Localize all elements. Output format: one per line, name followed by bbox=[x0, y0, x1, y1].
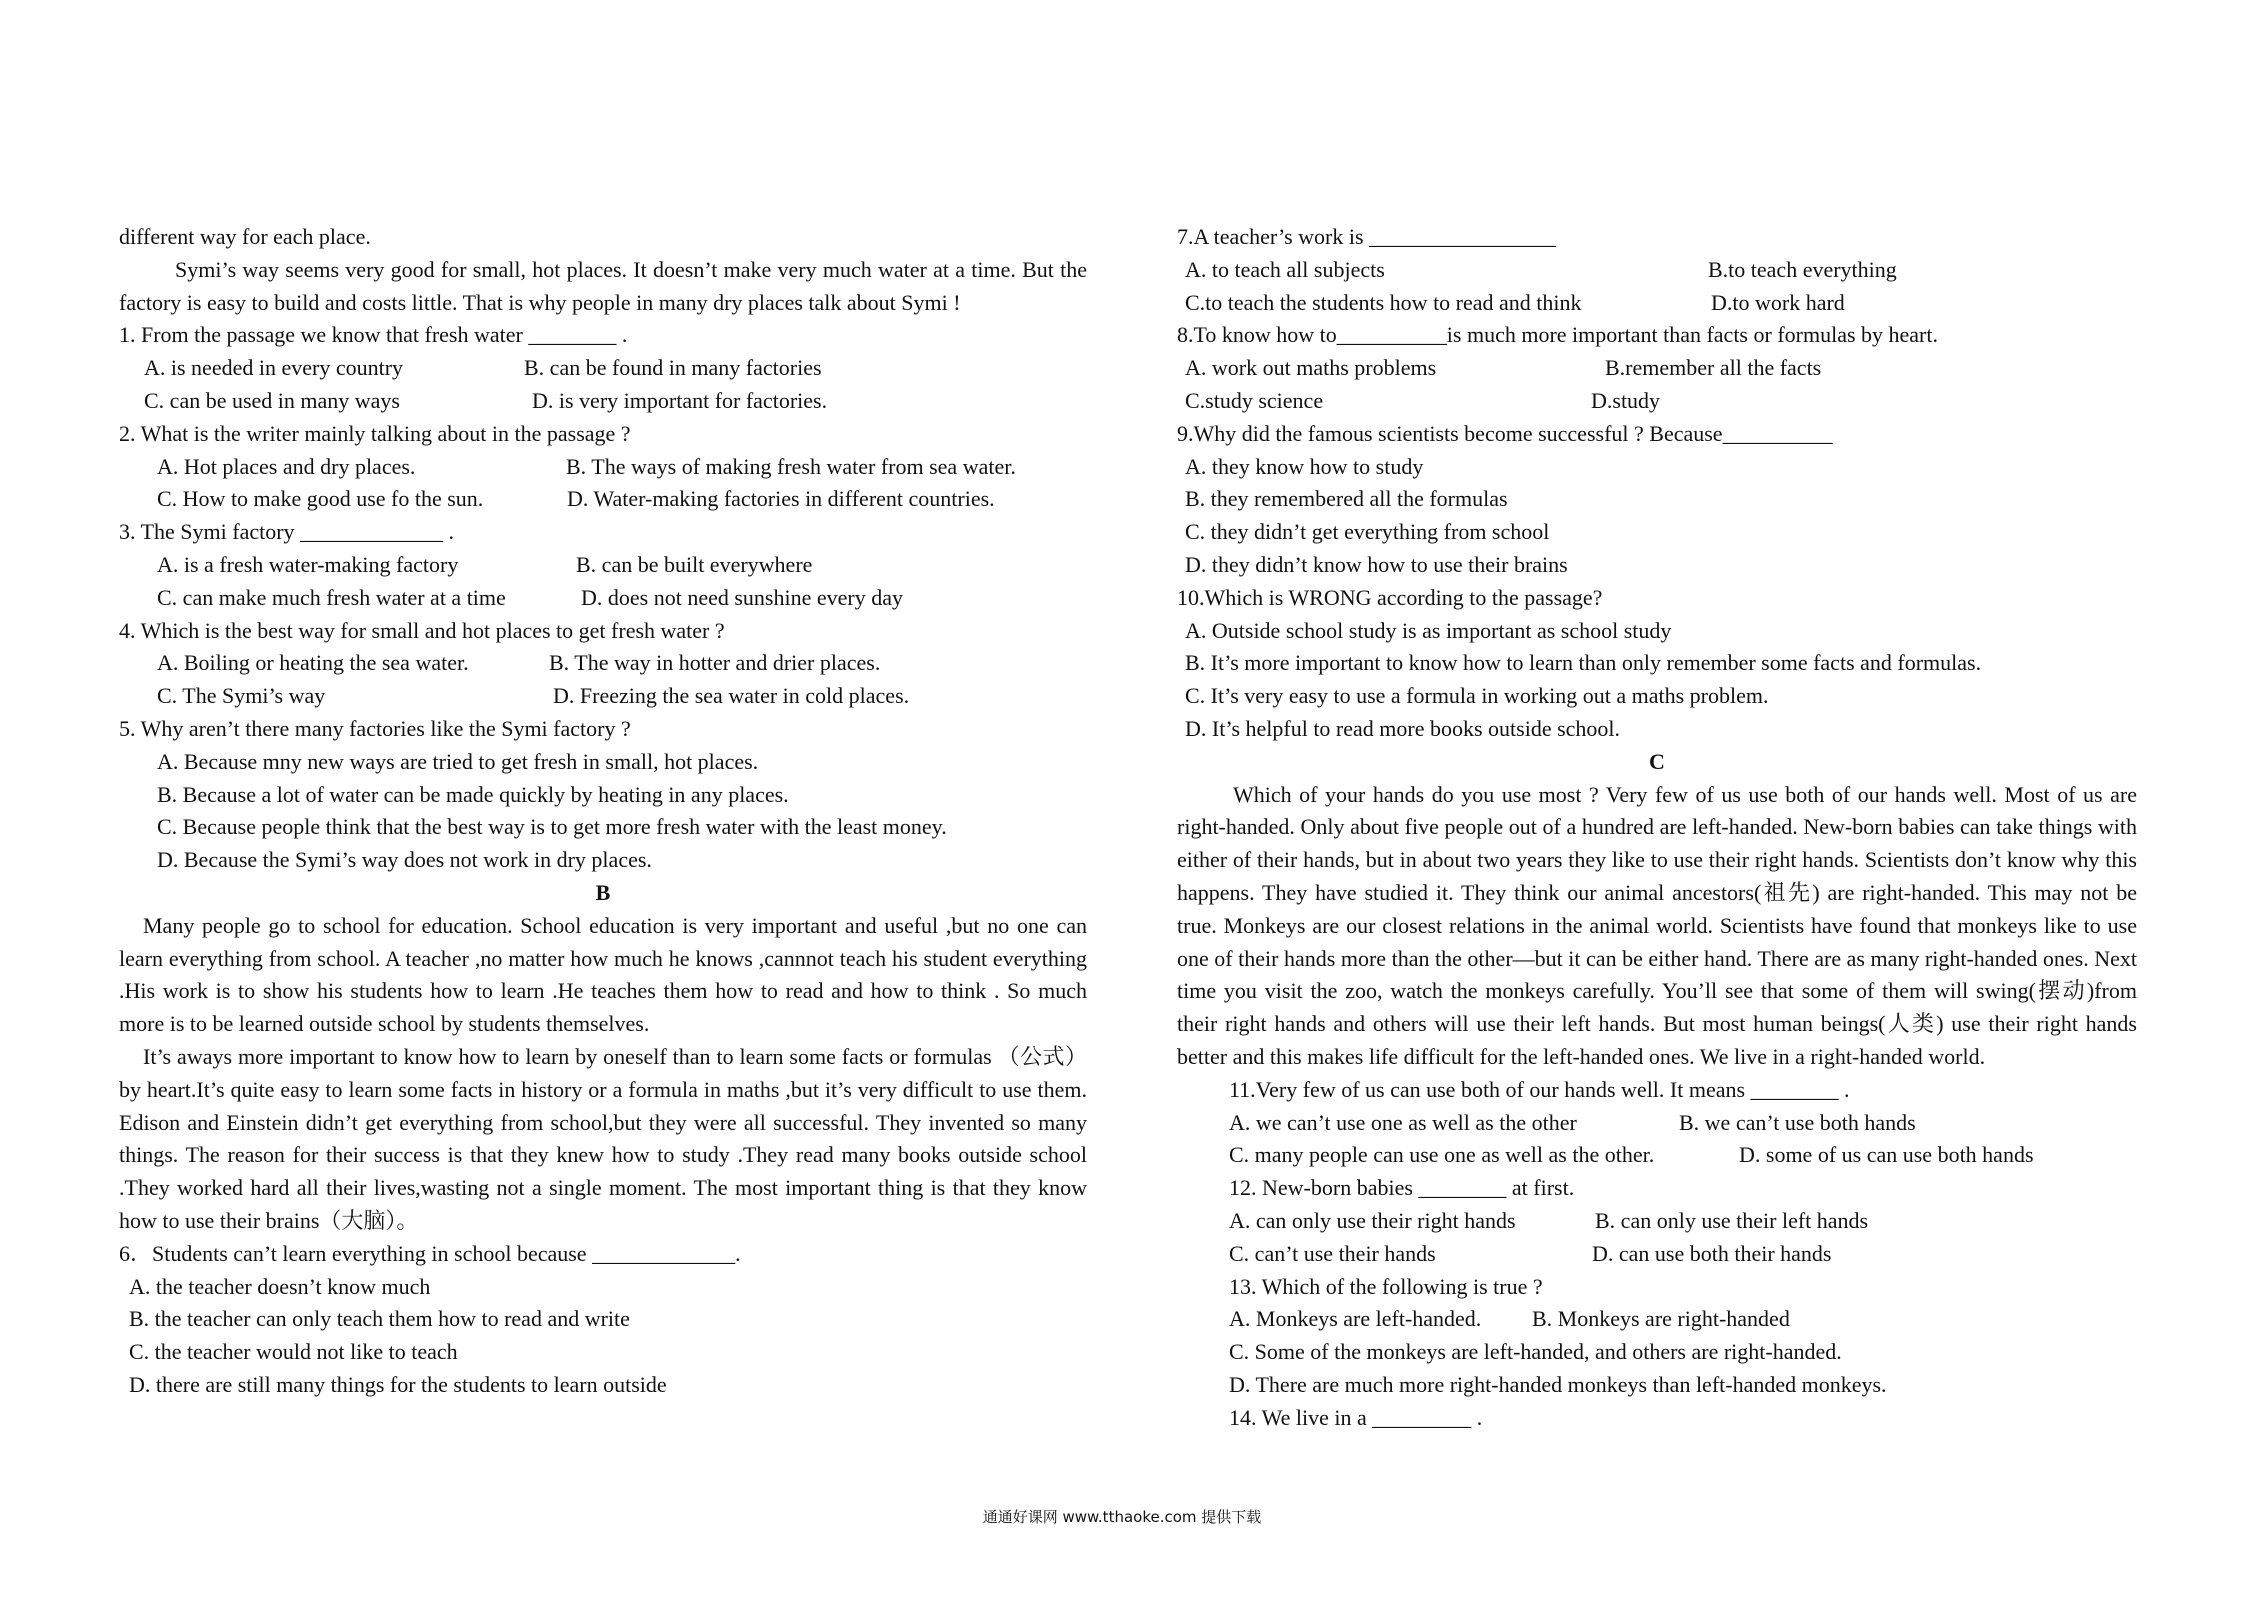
option-b: B. can be built everywhere bbox=[576, 551, 813, 577]
question-3-options-row1 bbox=[119, 549, 1087, 582]
option-d: D. Freezing the sea water in cold places. bbox=[553, 683, 910, 709]
option-a: A. to teach all subjects bbox=[1185, 256, 1385, 282]
option-b: B. It’s more important to know how to learn than only remember some facts and formulas. bbox=[1185, 650, 1982, 676]
option-c: C.to teach the students how to read and think bbox=[1185, 289, 1582, 315]
option-a: A. the teacher doesn’t know much bbox=[129, 1273, 431, 1299]
option-d: D. Water-making factories in different countries. bbox=[567, 486, 995, 512]
option-c: C. The Symi’s way bbox=[157, 683, 326, 709]
question-7-options-row1 bbox=[1177, 254, 2137, 287]
footer-watermark: 通通好课网 www.tthaoke.com 提供下载 bbox=[982, 1508, 1262, 1526]
passage-c-paragraph: Which of your hands do you use most ? Very few of us use both of our hands well. Most of us are right-handed. Only about five people out of a hundred are left-handed. New-born babies can take things with either of their hands, but in about two years they like to use their right hands. Scientists don’t know why this happens. They have studied it. They think our animal ancestors(祖先) are right-handed. This may not be true. Monkeys are our closest relations in the animal world. Scientists have found that monkeys like to use one of their hands more than the other—but it can be either hand. There are as many right-handed ones. Next time you visit the zoo, watch the monkeys carefully. You’ll see that some of them will swing(摆动)from their right hands and others will use their left hands. But most human beings(人类) use their right hands better and this makes life difficult for the left-handed ones. We live in a right-handed world. bbox=[1177, 781, 2137, 1069]
question-13: 13. Which of the following is true ? bbox=[1229, 1273, 1543, 1299]
question-5: 5. Why aren’t there many factories like the Symi factory ? bbox=[119, 715, 631, 741]
question-11-options-row2 bbox=[1177, 1139, 2137, 1172]
question-8: 8.To know how to__________is much more important than facts or formulas by heart. bbox=[1177, 322, 1938, 348]
option-c: C. many people can use one as well as the other. bbox=[1229, 1142, 1655, 1168]
right-column bbox=[1177, 221, 2137, 1434]
option-d: D. can use both their hands bbox=[1592, 1240, 1832, 1266]
continuation-line: different way for each place. bbox=[119, 224, 371, 249]
option-b: B.to teach everything bbox=[1708, 256, 1897, 282]
option-b: B. The way in hotter and drier places. bbox=[549, 650, 881, 676]
option-b: B. they remembered all the formulas bbox=[1185, 486, 1508, 512]
option-b: B. can only use their left hands bbox=[1595, 1207, 1869, 1233]
option-b: B. Because a lot of water can be made quickly by heating in any places. bbox=[157, 781, 789, 807]
option-a: A. Outside school study is as important as school study bbox=[1185, 617, 1672, 643]
option-c: C. It’s very easy to use a formula in working out a maths problem. bbox=[1185, 683, 1769, 709]
option-a: A. they know how to study bbox=[1185, 453, 1424, 479]
question-9: 9.Why did the famous scientists become successful ? Because__________ bbox=[1177, 420, 1833, 446]
question-14: 14. We live in a _________ . bbox=[1229, 1404, 1483, 1430]
option-d: D.to work hard bbox=[1711, 289, 1845, 315]
section-c-heading: C bbox=[1649, 748, 1665, 774]
option-c: C. can make much fresh water at a time bbox=[157, 584, 506, 610]
question-1-options-row1 bbox=[119, 352, 1087, 385]
option-c: C. can’t use their hands bbox=[1229, 1240, 1436, 1266]
option-d: D. It’s helpful to read more books outside school. bbox=[1185, 715, 1621, 741]
option-a: A. can only use their right hands bbox=[1229, 1207, 1516, 1233]
question-12-options-row1 bbox=[1177, 1205, 2137, 1238]
option-b: B. Monkeys are right-handed bbox=[1532, 1306, 1790, 1332]
passage-b-paragraph-2: It’s aways more important to know how to learn by oneself than to learn some facts or formulas （公式）by heart.It’s quite easy to learn some facts in history or a formula in maths ,but it’s very difficult to use them. Edison and Einstein didn’t get everything from school,but they were all successful. They invented so many things. The reason for their success is that they knew how to study .They read many books outside school .They worked hard all their lives,wasting not a single moment. The most important thing is that they know how to use their brains（大脑）。 bbox=[119, 1043, 1087, 1233]
left-column bbox=[119, 221, 1087, 1402]
question-11-options-row1 bbox=[1177, 1107, 2137, 1140]
option-d: D.study bbox=[1591, 387, 1661, 413]
option-a: A. is needed in every country bbox=[144, 355, 404, 381]
question-2-options-row1 bbox=[119, 451, 1087, 484]
option-d: D. is very important for factories. bbox=[532, 387, 828, 413]
question-10: 10.Which is WRONG according to the passage? bbox=[1177, 584, 1603, 610]
question-12: 12. New-born babies ________ at first. bbox=[1229, 1175, 1575, 1201]
option-c: C. they didn’t get everything from school bbox=[1185, 519, 1550, 545]
section-b-heading: B bbox=[595, 879, 611, 905]
option-a: A. Monkeys are left-handed. bbox=[1229, 1306, 1482, 1332]
question-3-options-row2 bbox=[119, 582, 1087, 615]
option-d: D. they didn’t know how to use their brains bbox=[1185, 551, 1568, 577]
question-4-options-row1 bbox=[119, 647, 1087, 680]
option-d: D. There are much more right-handed monkeys than left-handed monkeys. bbox=[1229, 1371, 1887, 1397]
question-2: 2. What is the writer mainly talking about in the passage ? bbox=[119, 420, 631, 446]
question-1: 1. From the passage we know that fresh water ________ . bbox=[119, 322, 628, 348]
option-a: A. we can’t use one as well as the other bbox=[1229, 1109, 1577, 1135]
question-12-options-row2 bbox=[1177, 1238, 2137, 1271]
option-d: D. some of us can use both hands bbox=[1739, 1142, 2034, 1168]
option-c: C.study science bbox=[1185, 387, 1324, 413]
question-4-options-row2 bbox=[119, 680, 1087, 713]
option-a: A. Hot places and dry places. bbox=[157, 453, 416, 479]
question-1-options-row2 bbox=[119, 385, 1087, 418]
option-b: B. we can’t use both hands bbox=[1679, 1109, 1916, 1135]
question-7: 7.A teacher’s work is _________________ bbox=[1177, 224, 1557, 249]
question-4: 4. Which is the best way for small and hot places to get fresh water ? bbox=[119, 617, 725, 643]
question-8-options-row1 bbox=[1177, 352, 2137, 385]
question-7-options-row2 bbox=[1177, 287, 2137, 320]
option-a: A. Because mny new ways are tried to get fresh in small, hot places. bbox=[157, 748, 759, 774]
option-d: D. there are still many things for the students to learn outside bbox=[129, 1371, 667, 1397]
option-c: C. Because people think that the best way is to get more fresh water with the least money. bbox=[157, 814, 947, 840]
passage-b-paragraph-1: Many people go to school for education. School education is very important and useful ,but no one can learn everything from school. A teacher ,no matter how much he knows ,cannnot teach his student everything .His work is to show his students how to learn .He teaches them how to read and how to think . So much more is to be learned outside school by students themselves. bbox=[119, 912, 1087, 1037]
question-3: 3. The Symi factory _____________ . bbox=[119, 519, 455, 545]
question-13-options-row1 bbox=[1177, 1303, 2137, 1336]
option-a: A. Boiling or heating the sea water. bbox=[157, 650, 469, 676]
option-a: A. is a fresh water-making factory bbox=[157, 551, 459, 577]
question-11: 11.Very few of us can use both of our hands well. It means ________ . bbox=[1229, 1076, 1850, 1102]
question-6: 6．Students can’t learn everything in school because _____________. bbox=[119, 1240, 741, 1266]
question-2-options-row2 bbox=[119, 483, 1087, 516]
option-b: B. The ways of making fresh water from sea water. bbox=[566, 453, 1016, 479]
option-b: B. the teacher can only teach them how to read and write bbox=[129, 1306, 630, 1332]
option-c: C. Some of the monkeys are left-handed, and others are right-handed. bbox=[1229, 1339, 1842, 1365]
option-d: D. does not need sunshine every day bbox=[581, 584, 903, 610]
option-c: C. How to make good use fo the sun. bbox=[157, 486, 484, 512]
option-c: C. can be used in many ways bbox=[144, 387, 400, 413]
option-a: A. work out maths problems bbox=[1185, 355, 1437, 381]
option-c: C. the teacher would not like to teach bbox=[129, 1339, 458, 1365]
passage-a-paragraph: Symi’s way seems very good for small, hot places. It doesn’t make very much water at a time. But the factory is easy to build and costs little. That is why people in many dry places talk about Symi ! bbox=[119, 256, 1087, 315]
option-d: D. Because the Symi’s way does not work in dry places. bbox=[157, 847, 652, 873]
option-b: B.remember all the facts bbox=[1605, 355, 1822, 381]
question-8-options-row2 bbox=[1177, 385, 2137, 418]
option-b: B. can be found in many factories bbox=[524, 355, 822, 381]
